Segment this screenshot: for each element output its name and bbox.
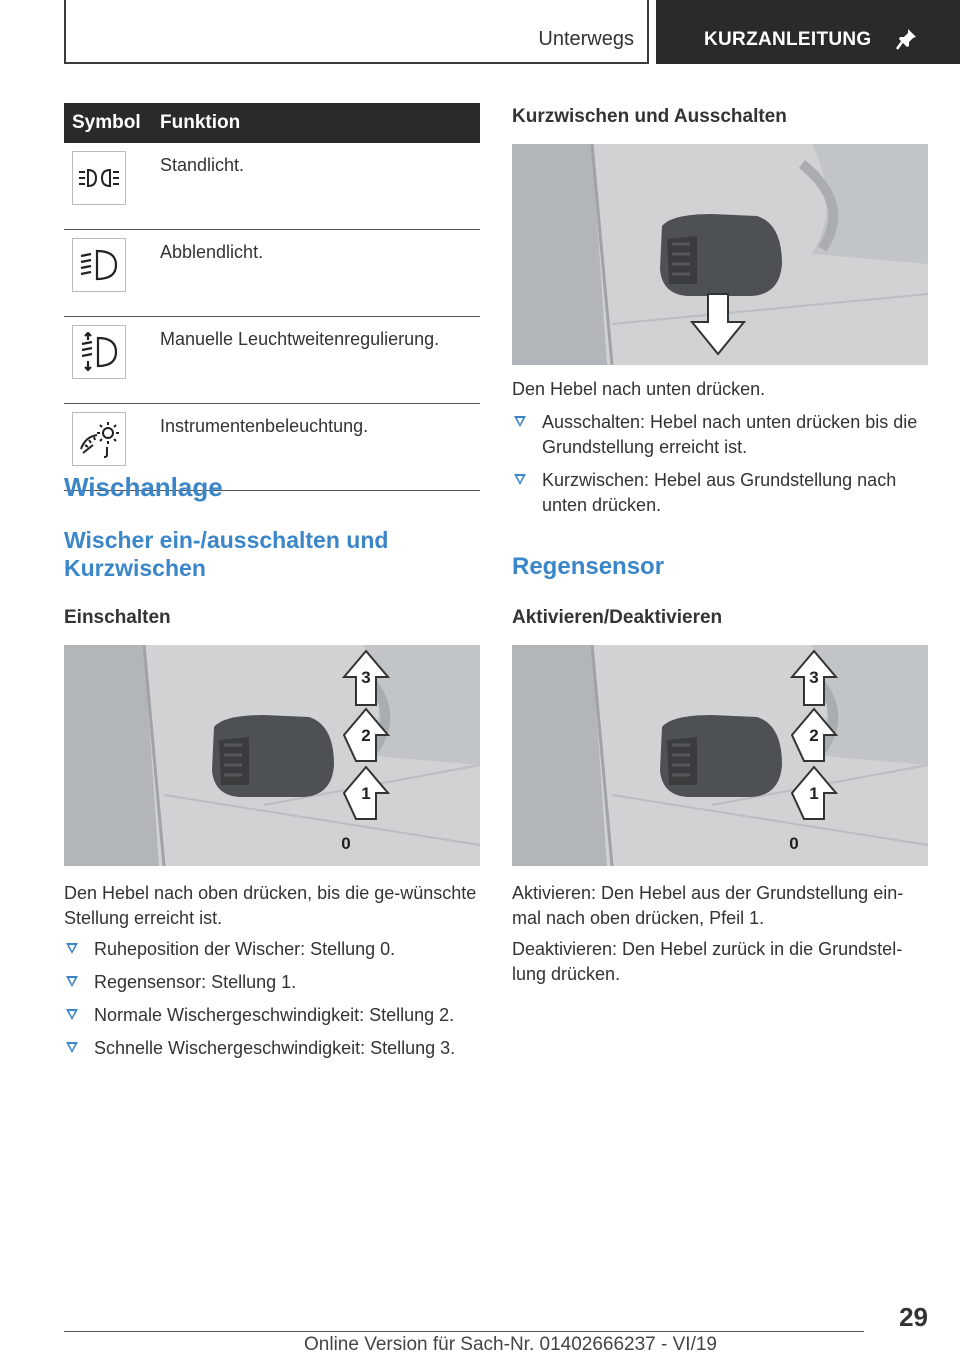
rain-sensor-heading: Regensensor <box>512 553 665 580</box>
list-item: Schnelle Wischergeschwindigkeit: Stellung 3. <box>64 1036 480 1061</box>
section-title: Unterwegs <box>538 28 634 50</box>
parking-light-icon <box>72 151 126 205</box>
footer-divider <box>64 1331 864 1332</box>
list-item: Normale Wischergeschwindigkeit: Stellung 2. <box>64 1003 480 1028</box>
function-text: Instrumentenbeleuchtung. <box>160 404 480 491</box>
rain-sensor-title: Aktivieren/Deaktivieren <box>512 607 723 628</box>
list-item: Kurzwischen: Hebel aus Grundstellung nach unten drücken. <box>512 468 928 518</box>
list-item: Ausschalten: Hebel nach unten drücken bis die Grundstellung erreicht ist. <box>512 410 928 460</box>
position-label-3: 3 <box>361 668 371 687</box>
headlight-range-icon <box>72 325 126 379</box>
function-text: Abblendlicht. <box>160 230 480 317</box>
short-wipe-text: Den Hebel nach unten drücken. <box>512 379 766 399</box>
chapter-title: KURZANLEITUNG <box>704 29 872 50</box>
switch-on-bullet-list <box>64 937 480 1069</box>
wiper-lever-up-photo <box>64 645 480 866</box>
position-label-0: 0 <box>789 834 799 853</box>
list-item: Regensensor: Stellung 1. <box>64 970 480 995</box>
switch-on-text: Den Hebel nach oben drücken, bis die ge-wünschte Stellung erreicht ist. <box>64 883 477 928</box>
position-label-2: 2 <box>809 726 819 745</box>
list-item: Ruheposition der Wischer: Stellung 0. <box>64 937 480 962</box>
wiper-heading: Wischanlage <box>64 472 223 502</box>
page-number: 29 <box>899 1302 928 1332</box>
short-wipe-bullet-list <box>512 410 928 526</box>
table-row <box>64 230 480 317</box>
position-label-0: 0 <box>341 834 351 853</box>
chapter-tab[interactable] <box>656 0 960 64</box>
position-label-1: 1 <box>361 784 371 803</box>
position-label-1: 1 <box>809 784 819 803</box>
pin-icon <box>894 26 920 52</box>
position-label-2: 2 <box>361 726 371 745</box>
instrument-lighting-icon <box>72 412 126 466</box>
low-beam-icon <box>72 238 126 292</box>
col-function-header: Funktion <box>160 103 480 143</box>
activate-text: Aktivieren: Den Hebel aus der Grundstellung ein-mal nach oben drücken, Pfeil 1. <box>512 883 904 928</box>
rain-sensor-lever-photo <box>512 645 928 866</box>
switch-on-title: Einschalten <box>64 607 171 628</box>
symbol-table <box>64 103 480 491</box>
table-row <box>64 143 480 230</box>
position-label-3: 3 <box>809 668 819 687</box>
short-wipe-title: Kurzwischen und Ausschalten <box>512 106 787 127</box>
function-text: Manuelle Leuchtweitenregulierung. <box>160 317 480 404</box>
table-row <box>64 317 480 404</box>
deactivate-text: Deaktivieren: Den Hebel zurück in die Grundstel-lung drücken. <box>512 939 903 984</box>
wiper-lever-down-photo <box>512 144 928 365</box>
function-text: Standlicht. <box>160 143 480 230</box>
col-symbol-header: Symbol <box>64 103 160 143</box>
footer-text: Online Version für Sach-Nr. 01402666237 - VI/19 <box>304 1334 717 1355</box>
wiper-subheading: Wischer ein-/ausschalten und Kurzwischen <box>64 527 389 581</box>
